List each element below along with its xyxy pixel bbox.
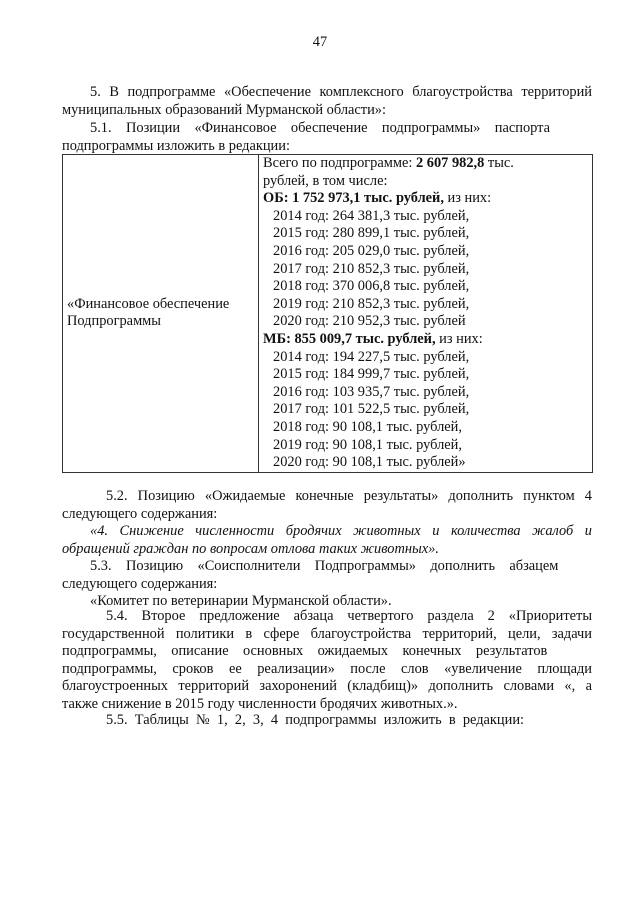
- paragraph-5-4-line: также снижение в 2015 году численности бродячих животных.».: [62, 695, 458, 712]
- finance-total-suffix: тыс.: [484, 155, 514, 171]
- paragraph-5-5: [62, 712, 592, 730]
- finance-label-line1: «Финансовое обеспечение: [67, 295, 230, 312]
- paragraph-5-4-line: государственной политики в сфере благоустройства территорий, цели, задачи: [62, 625, 592, 642]
- finance-total-prefix: Всего по подпрограмме:: [263, 155, 416, 171]
- paragraph-5-line1: 5. В подпрограмме «Обеспечение комплексного благоустройства территорий: [90, 84, 592, 100]
- page-number: 47: [312, 34, 328, 50]
- finance-mb-year: 2018 год: 90 108,1 тыс. рублей,: [273, 418, 462, 435]
- finance-mb-header: [263, 331, 588, 349]
- finance-ob-year: 2016 год: 205 029,0 тыс. рублей,: [273, 242, 470, 259]
- paragraph-5-1-line2: подпрограммы изложить в редакции:: [62, 137, 290, 154]
- finance-mb-year: 2019 год: 90 108,1 тыс. рублей,: [273, 436, 462, 453]
- finance-ob-year: 2014 год: 264 381,3 тыс. рублей,: [273, 207, 470, 224]
- paragraph-5-1: [62, 120, 592, 155]
- paragraph-5-3: [62, 558, 592, 593]
- finance-total-line2: рублей, в том числе:: [263, 172, 388, 189]
- finance-total-line: [263, 155, 588, 173]
- paragraph-5-1-line1: 5.1. Позиции «Финансовое обеспечение подпрограммы» паспорта: [90, 120, 551, 136]
- quote-5-3-line: «Комитет по ветеринарии Мурманской области».: [90, 593, 392, 609]
- finance-ob-year: 2015 год: 280 899,1 тыс. рублей,: [273, 225, 470, 242]
- finance-mb-year: 2020 год: 90 108,1 тыс. рублей»: [273, 454, 466, 471]
- paragraph-5-4-line: подпрограммы, описание основных ожидаемых конечных результатов: [62, 643, 548, 660]
- finance-mb-header-suffix: из них:: [435, 330, 483, 347]
- finance-ob-year: 2019 год: 210 852,3 тыс. рублей,: [273, 295, 470, 312]
- paragraph-5: [62, 84, 592, 119]
- paragraph-5-2-line2: следующего содержания:: [62, 505, 218, 522]
- quote-5-2-line1: «4. Снижение численности бродячих животных и количества жалоб и: [90, 523, 592, 539]
- paragraph-5-2-line1: 5.2. Позицию «Ожидаемые конечные результаты» дополнить пунктом 4: [106, 488, 592, 504]
- paragraph-5-3-line2: следующего содержания:: [62, 575, 218, 592]
- paragraph-5-4-line: благоустроенных территорий захоронений (кладбищ)» дополнить словами «, а: [62, 678, 592, 695]
- finance-table-value-cell: [259, 155, 593, 473]
- finance-mb-header-bold: МБ: 855 009,7 тыс. рублей,: [263, 330, 436, 347]
- paragraph-5-4: [62, 608, 592, 714]
- paragraph-5-line2: муниципальных образований Мурманской области»:: [62, 101, 386, 118]
- paragraph-5-3-line1: 5.3. Позицию «Соисполнители Подпрограммы» дополнить абзацем: [90, 558, 559, 574]
- finance-table-label-cell: [63, 155, 259, 473]
- paragraph-5-4-line: 5.4. Второе предложение абзаца четвертого раздела 2 «Приоритеты: [106, 608, 592, 624]
- finance-ob-year: 2020 год: 210 952,3 тыс. рублей: [273, 313, 466, 330]
- finance-table: [62, 154, 593, 473]
- finance-mb-year: 2014 год: 194 227,5 тыс. рублей,: [273, 348, 470, 365]
- finance-total-value: 2 607 982,8: [415, 155, 485, 171]
- finance-mb-year: 2015 год: 184 999,7 тыс. рублей,: [273, 366, 470, 383]
- paragraph-5-2: [62, 488, 592, 523]
- quote-5-2-line2: обращений граждан по вопросам отлова таких животных».: [62, 540, 439, 557]
- finance-ob-header-suffix: из них:: [443, 190, 492, 207]
- finance-ob-year: 2017 год: 210 852,3 тыс. рублей,: [273, 260, 470, 277]
- finance-mb-year: 2017 год: 101 522,5 тыс. рублей,: [273, 401, 470, 418]
- quote-5-2: [62, 523, 592, 558]
- finance-ob-header-bold: ОБ: 1 752 973,1 тыс. рублей,: [263, 190, 444, 207]
- paragraph-5-4-line: подпрограммы, сроков ее реализации» после слов «увеличение площади: [62, 660, 592, 677]
- finance-ob-year: 2018 год: 370 006,8 тыс. рублей,: [273, 278, 470, 295]
- paragraph-5-5-line: 5.5. Таблицы № 1, 2, 3, 4 подпрограммы изложить в редакции:: [106, 712, 525, 728]
- finance-label-line2: Подпрограммы: [67, 313, 161, 330]
- finance-ob-header: [263, 190, 588, 208]
- finance-mb-year: 2016 год: 103 935,7 тыс. рублей,: [273, 383, 470, 400]
